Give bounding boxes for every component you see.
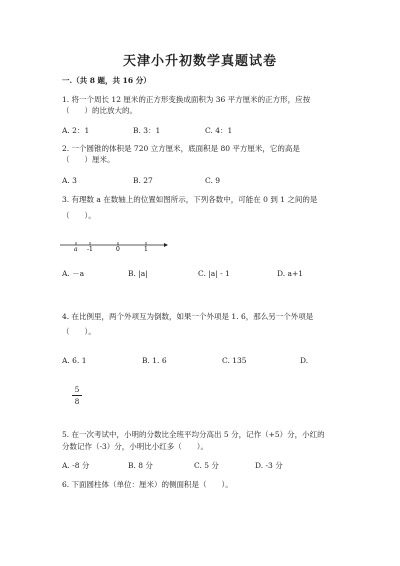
q6-stem-line1: 6. 下面圆柱体（单位：厘米）的侧面积是（ ）。: [62, 480, 233, 489]
label-one: 1: [144, 246, 148, 252]
q4-option-b[interactable]: B. 1. 6: [142, 356, 167, 365]
q3-option-b[interactable]: B. |a|: [128, 269, 148, 278]
q1-stem-line2: （ ）的比放大的。: [62, 106, 137, 115]
label-a: a: [74, 246, 78, 252]
label-minus-one: -1: [87, 246, 93, 252]
q3-stem-line2: （ ）。: [62, 211, 96, 220]
fraction-bar: [72, 395, 82, 396]
number-line-figure: [60, 236, 170, 252]
q5-stem-line2: 分数记作（-3）分，小明比小红多（ ）。: [62, 442, 209, 451]
q2-option-b[interactable]: B. 27: [133, 176, 153, 185]
q5-option-d[interactable]: D. -3 分: [255, 461, 283, 470]
q1-option-a[interactable]: A. 2：1: [62, 126, 90, 135]
q3-option-a[interactable]: A. －a: [62, 269, 85, 278]
fraction-denominator: 8: [74, 397, 80, 406]
q4-option-a[interactable]: A. 6. 1: [62, 356, 87, 365]
q2-stem-line2: （ ）厘米。: [62, 155, 115, 164]
q4-stem-line1: 4. 在比例里，两个外项互为倒数，如果一个外项是 1. 6，那么另一个外项是: [62, 312, 314, 321]
q2-option-c[interactable]: C. 9: [205, 176, 221, 185]
q3-stem-line1: 3. 有理数 a 在数轴上的位置如图所示，下列各数中，可能在 0 到 1 之间的是: [62, 195, 318, 204]
q1-option-c[interactable]: C. 4：1: [205, 126, 233, 135]
fraction-numerator: 5: [74, 385, 80, 394]
q4-option-d-fraction: [72, 385, 82, 406]
q4-stem-line2: （ ）。: [62, 327, 96, 336]
q4-option-c[interactable]: C. 135: [222, 356, 247, 365]
q1-stem-line1: 1. 将一个周长 12 厘米的正方形变换成面积为 36 平方厘米的正方形，应按: [62, 95, 311, 104]
q3-option-c[interactable]: C. |a| - 1: [198, 269, 230, 278]
page-title: 天津小升初数学真题试卷: [122, 54, 277, 69]
number-line-arrow: [164, 243, 168, 247]
q5-option-c[interactable]: C. 5 分: [194, 461, 219, 470]
q2-option-a[interactable]: A. 3: [62, 176, 77, 185]
section-heading: 一.（共 8 题，共 16 分）: [62, 76, 151, 85]
q1-option-b[interactable]: B. 3：1: [133, 126, 161, 135]
q5-stem-line1: 5. 在一次考试中，小明的分数比全班平均分高出 5 分，记作（+5）分，小红的: [62, 430, 325, 439]
q2-stem-line1: 2. 一个圆锥的体积是 720 立方厘米，底面积是 80 平方厘米，它的高是: [62, 144, 300, 153]
q5-option-b[interactable]: B. 8 分: [128, 461, 153, 470]
q3-option-d[interactable]: D. a+1: [277, 269, 304, 278]
q5-option-a[interactable]: A. -8 分: [62, 461, 90, 470]
q4-option-d[interactable]: D.: [300, 356, 309, 365]
label-zero: 0: [116, 246, 120, 252]
